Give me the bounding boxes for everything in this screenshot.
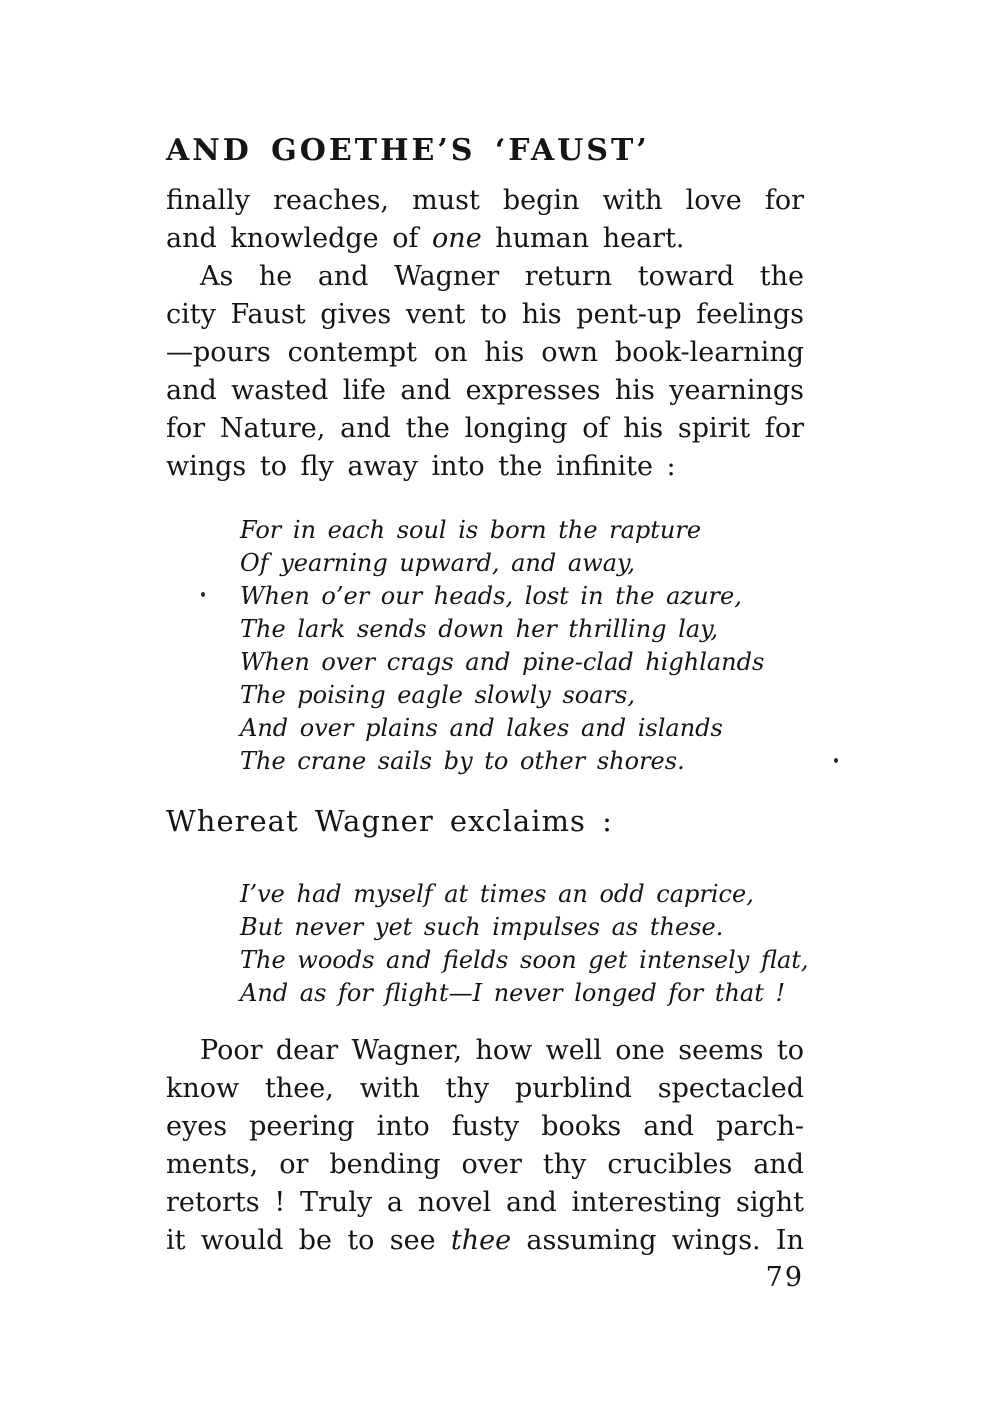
text-line: for Nature, and the longing of his spirit for	[166, 413, 804, 444]
scan-artifact-dot	[834, 758, 838, 763]
running-header: AND GOETHE’S ‘FAUST’	[166, 133, 650, 168]
page-number: 79	[765, 1262, 804, 1293]
text-line	[166, 1222, 804, 1260]
text-segment-italic: thee	[450, 1225, 512, 1256]
paragraph-continuation	[166, 182, 804, 258]
scan-artifact-dot	[201, 592, 205, 597]
verse-line: But never yet such impulses as these.	[240, 913, 724, 941]
text-line: know thee, with thy purblind spectacled	[166, 1073, 804, 1104]
text-line: As he and Wagner return toward the	[200, 261, 804, 292]
verse-line: The woods and fields soon get intensely flat,	[240, 946, 809, 974]
verse-line: Of yearning upward, and away,	[240, 549, 635, 577]
verse-quote-1	[240, 514, 804, 778]
text-line: wings to fly away into the infinite :	[166, 451, 676, 482]
text-line: —pours contempt on his own book-learning	[166, 337, 804, 368]
text-line: ments, or bending over thy crucibles and	[166, 1149, 804, 1180]
verse-line: The poising eagle slowly soars,	[240, 681, 635, 709]
verse-line: When over crags and pine-clad highlands	[240, 648, 765, 676]
interjection-line: Whereat Wagner exclaims :	[166, 804, 613, 838]
text-segment: and knowledge of	[166, 223, 433, 254]
paragraph-3	[166, 1032, 804, 1260]
verse-line: And over plains and lakes and islands	[240, 714, 723, 742]
text-segment: it would be to see	[166, 1225, 451, 1256]
text-line: eyes peering into fusty books and parch-	[166, 1111, 804, 1142]
text-line	[166, 220, 804, 258]
verse-line: I’ve had myself at times an odd caprice,	[240, 880, 754, 908]
paragraph-2	[166, 258, 804, 486]
text-segment: human heart.	[481, 223, 685, 254]
verse-quote-2	[240, 878, 809, 1010]
verse-line: For in each soul is born the rapture	[240, 516, 702, 544]
text-line: retorts ! Truly a novel and interesting sight	[166, 1187, 804, 1218]
verse-line: The crane sails by to other shores.	[240, 747, 685, 775]
verse-line: The lark sends down her thrilling lay,	[240, 615, 719, 643]
text-segment-italic: one	[432, 223, 482, 254]
verse-line: When o’er our heads, lost in the azure,	[240, 582, 742, 610]
text-line: and wasted life and expresses his yearnings	[166, 375, 804, 406]
text-segment: assuming wings. In	[511, 1225, 804, 1256]
page-content	[166, 130, 809, 1296]
text-line: finally reaches, must begin with love for	[166, 185, 804, 216]
text-line: city Faust gives vent to his pent-up feelings	[166, 299, 804, 330]
text-line: Poor dear Wagner, how well one seems to	[200, 1035, 804, 1066]
verse-line: And as for flight—I never longed for that !	[240, 979, 786, 1007]
